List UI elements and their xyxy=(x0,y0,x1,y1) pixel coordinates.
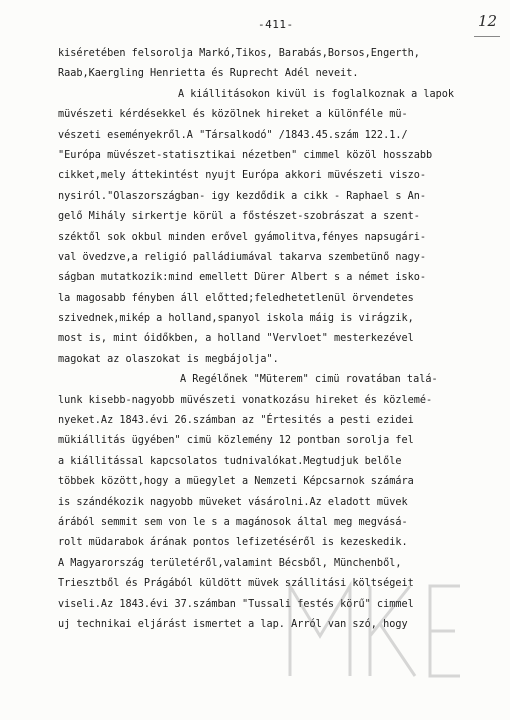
text-line: nyeket.Az 1843.évi 26.számban az "Értesités a pesti ezidei xyxy=(58,415,414,427)
text-line: "Európa müvészet-statisztikai nézetben" cimmel közöl hosszabb xyxy=(58,149,433,161)
text-line: széktől sok okbul minden erővel gyámolitva,fényes napsugári- xyxy=(58,231,427,243)
text-line: A Regélőnek "Müterem" cimü rovatában talá- xyxy=(180,374,438,386)
text-line: nysiról."Olaszországban- igy kezdődik a cikk - Raphael s An- xyxy=(58,190,427,202)
text-line: Triesztből és Prágából küldött müvek szállitási költségeit xyxy=(58,578,414,590)
text-line: kiséretében felsorolja Markó,Tikos, Barabás,Borsos,Engerth, xyxy=(58,48,420,59)
text-line: a kiállitással kapcsolatos tudnivalókat.Megtudjuk belőle xyxy=(58,455,402,467)
text-line: többek között,hogy a müegylet a Nemzeti Képcsarnok számára xyxy=(58,476,414,488)
text-line: ságban mutatkozik:mind emellett Dürer Albert s a német isko- xyxy=(58,272,427,284)
text-line: szivednek,mikép a holland,spanyol iskola máig is virágzik, xyxy=(58,313,414,325)
text-line: cikket,mely áttekintést nyujt Európa akkori müvészeti viszo- xyxy=(58,170,427,182)
typewritten-text xyxy=(58,44,478,635)
text-line: is szándékozik nagyobb müveket vásárolni.Az eladott müvek xyxy=(58,496,408,508)
text-line: mükiállitás ügyében" cimü közlemény 12 pontban sorolja fel xyxy=(58,435,414,447)
text-line: A kiállitásokon kivül is foglalkoznak a lapok xyxy=(178,88,455,100)
text-line: A Magyarország területéről,valamint Bécsből, Münchenből, xyxy=(58,557,402,569)
archive-number-underline xyxy=(474,36,500,37)
text-line: árából semmit sem von le s a magánosok által meg megvásá- xyxy=(58,516,408,528)
text-line: uj technikai eljárást ismertet a lap. Arról van szó, hogy xyxy=(58,618,408,630)
text-line: rolt müdarabok árának pontos lefizetéséről is kezeskedik. xyxy=(58,537,408,549)
text-line: lunk kisebb-nagyobb müvészeti vonatkozásu hireket és közlemé- xyxy=(58,394,433,406)
text-line: müvészeti kérdésekkel és közölnek hireket a különféle mü- xyxy=(58,109,408,121)
text-line: vészeti eseményekről.A "Társalkodó" /1843.45.szám 122.1./ xyxy=(58,129,408,141)
text-line: val övedzve,a religió palládiumával takarva szembetünő nagy- xyxy=(58,251,427,263)
text-line: most is, mint óidőkben, a holland "Vervloet" mesterkezével xyxy=(58,333,414,345)
text-line: viseli.Az 1843.évi 37.számban "Tussali festés körű" cimmel xyxy=(58,598,414,610)
page-number: -411- xyxy=(258,18,294,31)
text-line: Raab,Kaergling Henrietta és Ruprecht Adél neveit. xyxy=(58,68,359,80)
text-line: gelő Mihály sirkertje körül a főstészet-szobrászat a szent- xyxy=(58,211,420,223)
text-line: magokat az olaszokat is megbájolja". xyxy=(58,353,279,365)
archive-page-number: 12 xyxy=(478,12,498,30)
text-line: la magosabb fényben áll előtted;feledhetetlenül örvendetes xyxy=(58,292,414,304)
